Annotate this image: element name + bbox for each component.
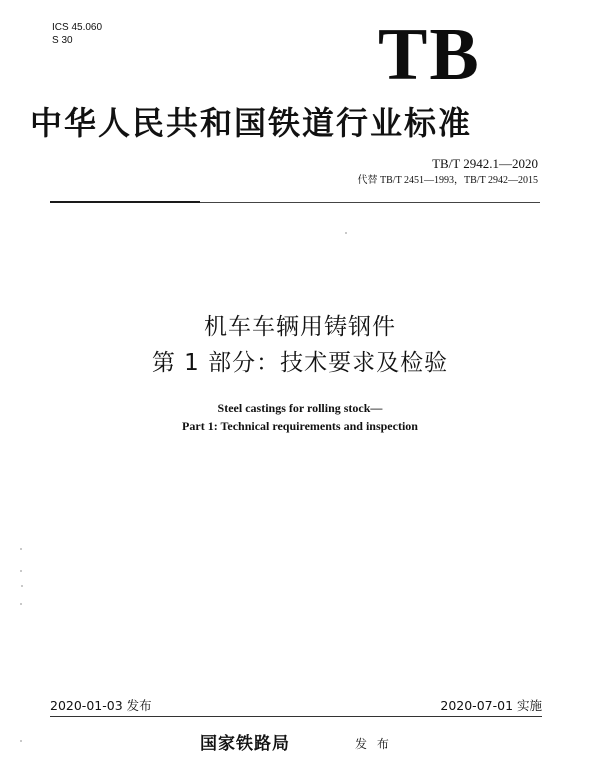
footer-divider: [50, 716, 542, 717]
scan-speck: [21, 585, 23, 587]
standard-logo: TB: [378, 14, 481, 96]
organization-title: 中华人民共和国铁道行业标准: [30, 104, 473, 142]
scan-speck: [345, 232, 347, 234]
scan-speck: [20, 603, 22, 605]
issue-date: 2020-01-03 发布: [50, 698, 152, 713]
document-title-en-line1: Steel castings for rolling stock—: [217, 401, 383, 415]
publisher-suffix: 发 布: [355, 737, 392, 751]
header-divider-thin: [200, 202, 540, 203]
header-divider-thick: [50, 201, 200, 203]
document-title-cn-line2: 第 1 部分：技术要求及检验: [151, 350, 449, 376]
implementation-date: 2020-07-01 实施: [440, 698, 542, 713]
publisher-name: 国家铁路局: [200, 734, 290, 754]
ics-code: ICS 45.060: [52, 22, 103, 33]
document-title-cn-line1: 机车车辆用铸钢件: [204, 314, 396, 340]
scan-speck: [20, 740, 22, 742]
scan-speck: [20, 548, 22, 550]
ccs-code: S 30: [52, 35, 73, 46]
document-title-en-line2: Part 1: Technical requirements and inspection: [182, 419, 418, 433]
supersedes-note: 代替 TB/T 2451—1993，TB/T 2942—2015: [357, 175, 538, 186]
standard-number: TB/T 2942.1—2020: [432, 156, 538, 171]
scan-speck: [20, 570, 22, 572]
